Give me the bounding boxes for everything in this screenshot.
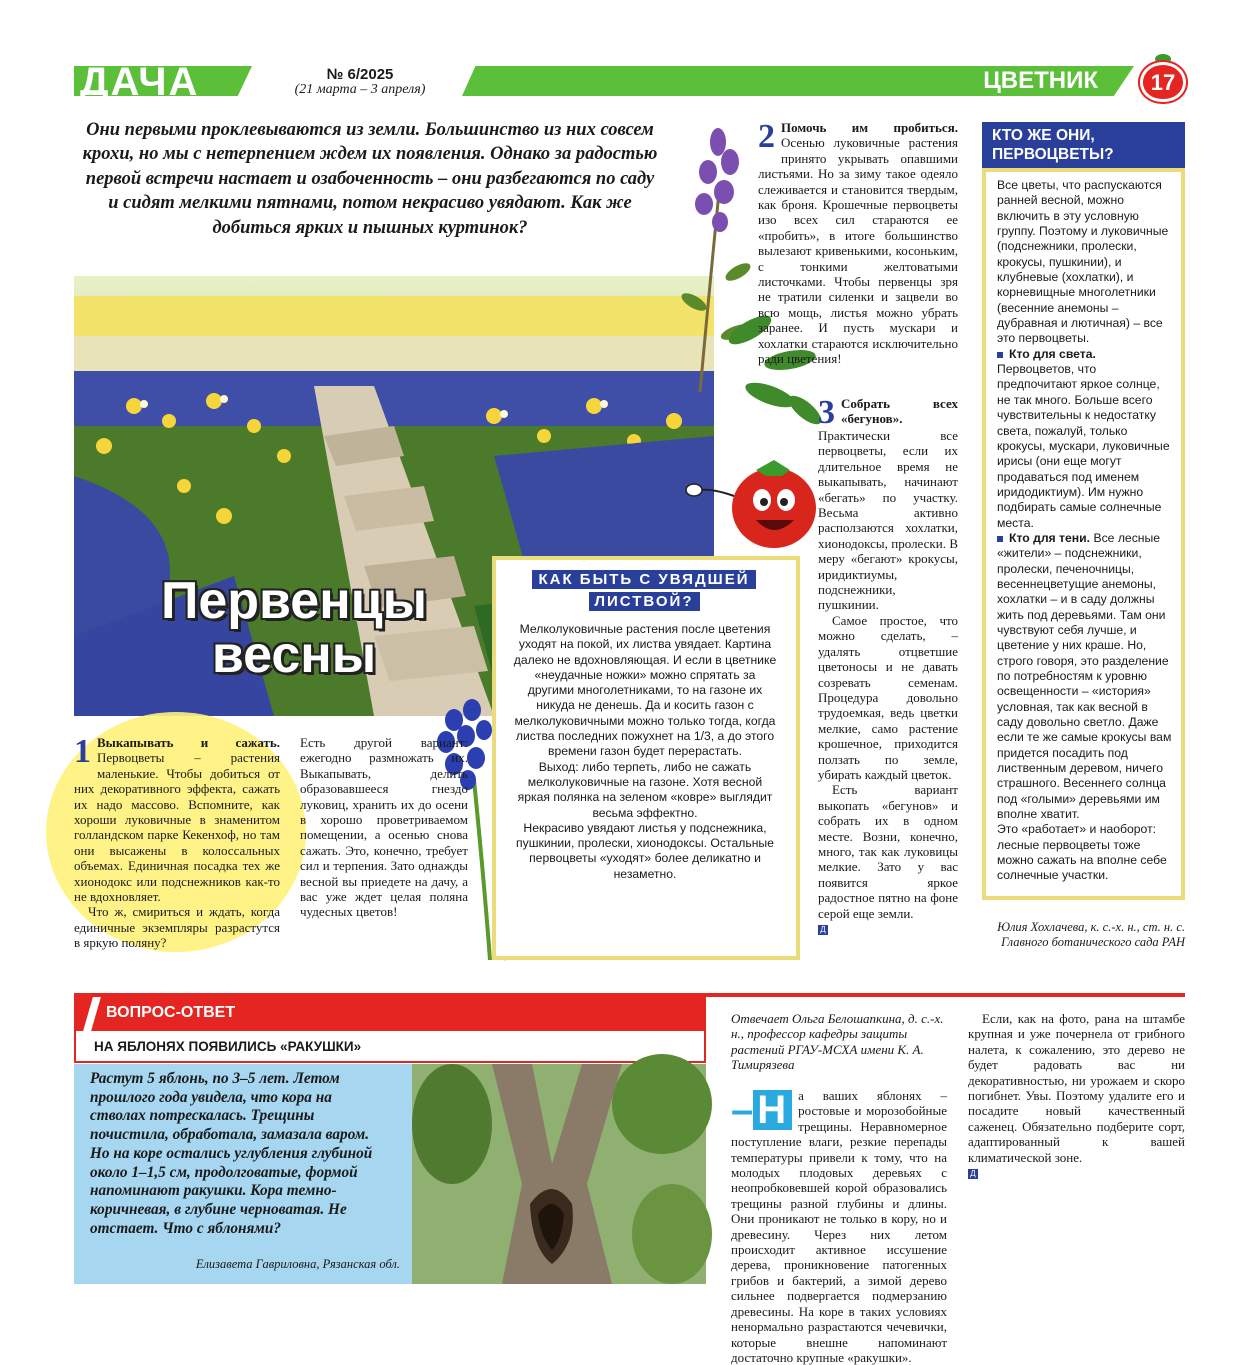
bullet-square-icon <box>997 536 1003 542</box>
article-lead: Они первыми проклевываются из земли. Большинство из них совсем крохи, но мы с нетерпением ждем их появления. Однако за радостью первой встречи настает и озабоченность – они разбегаются по саду и сидят мелкими пятнами, потом некрасиво увядают. Как же добиться ярких и пышных куртинок? <box>82 120 658 238</box>
answer-paragraph-1: а ваших яблонях – ростовые и морозобойные трещины. Неравномерное поступление влаги, резкие перепады температуры привели к тому, что на молодых плодовых деревьях с неопробковевшей корой образовались трещины разной глубины и длины. Они проникают не только в кору, но и древесину. Через них летом происходит активное иссушение дерева, проникновение патогенных грибов и бактерий, а зимой дерево сильнее подвергается подмерзанию древесины. На коре в таких условиях ненормально разрастаются чечевички, которые внешне напоминают достаточно крупные «ракушки». <box>731 1088 947 1365</box>
sidebar-light-text: Первоцветов, что предпочитают яркое солнце, не так много. Больше всего чувствительны к недостатку света, пожалуй, только крокусы, мускари, луковичные ирисы (они еще могут продаваться под именем иридодиктиум). Им нужно подбирать самые солнечные места. <box>997 362 1170 530</box>
qa-tag: ВОПРОС-ОТВЕТ <box>106 1004 236 1021</box>
page-number: 17 <box>1140 62 1186 102</box>
answer-author: Отвечает Ольга Белошапкина, д. с.-х. н., профессор кафедры защиты растений РГАУ-МСХА имени К. А. Тимирязева <box>731 1011 944 1073</box>
tree-trunk-illustration <box>412 1064 706 1284</box>
headline-line-1: Первенцы <box>160 572 428 630</box>
sidebar-text <box>997 178 1173 884</box>
step-1-text: Первоцветы – растения маленькие. Чтобы добиться от них декоративного эффекта, сажать их надо массово. Вспомните, как хороши луковичные в знаменитом голландском парке Кекенхоф, но там они высажены в колоссальных объемах. Единичная посадка тех же хионодокс или подснежников как-то не вдохновляет. <box>74 750 280 905</box>
reader-question: Растут 5 яблонь, по 3–5 лет. Летом прошлого года увидела, что кора на стволах потрескалась. Трещины почистила, обработала, замазала варом. Но на коре остались углубления глубиной около 1–1,5 см, продолговатые, формой напоминают ракушки. Кора темно-коричневая, в глубине черноватая. Не отстает. Что с яблонями? <box>90 1070 373 1237</box>
answer-paragraph-2: Если, как на фото, рана на штамбе крупная и уже почернела от грибного налета, к сожалению, это дерево не будет радовать вас ни декоративностью, ни урожаем и скоро погибнет. Увы. Поэтому удалите его и посадите новый качественный саженец. Обязательно подберите сорт, адаптированный к вашей климатической зоне. <box>968 1011 1185 1165</box>
column-2 <box>300 735 468 920</box>
answer-column-2 <box>968 1011 1185 1180</box>
headline-line-2: весны <box>211 626 377 684</box>
step-3-column-top <box>818 394 958 431</box>
inset-paragraph-3: Некрасиво увядают листья у подснежника, пушкинии, пролески, хионодоксы. Остальные первоцветы «уходят» более деликатно и незаметно. <box>516 820 774 881</box>
step-3-number: 3 <box>818 394 835 431</box>
answer-dropcap: Н <box>753 1090 792 1130</box>
issue-dates: (21 марта – 3 апреля) <box>294 82 426 97</box>
tomato-mascot-illustration <box>686 456 822 556</box>
article-headline <box>104 574 484 682</box>
step-3-title: Собрать всех «бегунов». <box>841 396 958 427</box>
issue-number: № 6/2025 <box>326 66 394 83</box>
step-1-text-2: Что ж, смириться и ждать, когда единичные экземпляры разрастутся в яркую поляну? <box>74 904 280 951</box>
sidebar-title-line-2: ПЕРВОЦВЕТЫ? <box>992 146 1114 163</box>
step-2-number: 2 <box>758 118 775 155</box>
sidebar-shade-text: Все лесные «жители» – подснежники, пролески, печеночницы, весеннецветущие анемоны, хохлатки – и в саду должны жить под деревьями. Там они чувствуют себя лучше, и цветение у них краше. Но, строго говоря, это разделение по потребностям к уровню освещенности – «история» условная, так как весной в саду довольно светло. Даже если те же самые крокусы вам придется посадить под лиственным деревом, ничего страшного. Весеннего солнца под «голыми» деревьями им вполне хватит. <box>997 530 1172 822</box>
sidebar-shade-text-2: Это «работает» и наоборот: лесные первоцветы тоже можно сажать на вполне себе солнечные участки. <box>997 822 1167 883</box>
sidebar-shade-title: Кто для тени. <box>1009 530 1091 545</box>
inset-title-line-2: ЛИСТВОЙ? <box>589 592 700 611</box>
magazine-title: ДАЧА <box>80 60 200 104</box>
step-1-number: 1 <box>74 733 91 770</box>
inset-text <box>510 622 780 882</box>
step-3-text-3: Есть вариант выкопать «бегунов» и собрать их в одном месте. Возни, конечно, много, так как луковицы мелкие. Зато у вас появится яркое радостное пятно на фоне серой еще земли. <box>818 782 958 921</box>
step-3-column <box>818 428 958 936</box>
end-mark-icon: Д <box>818 925 828 935</box>
inset-title-line-1: КАК БЫТЬ С УВЯДШЕЙ <box>532 570 755 589</box>
bullet-square-icon <box>997 352 1003 358</box>
section-title: ЦВЕТНИК <box>983 67 1098 94</box>
step-1-column <box>74 735 280 951</box>
tree-bark-photo <box>412 1064 706 1284</box>
step-2-column <box>758 120 958 367</box>
inset-paragraph-2: Выход: либо терпеть, либо не сажать мелколуковичные на газоне. Хотя весной яркая полянка на зеленом «ковре» выглядит весьма эффектно. <box>517 759 773 820</box>
step-3-text-2: Самое простое, что можно сделать, – удалять отцветшие цветоносы и не давать созревать семенам. Процедура довольно трудоемкая, ведь цветки мелкие, само растение крошечное, приходится ползать по земле, убирать каждый цветок. <box>818 612 958 782</box>
sidebar-title <box>982 122 1185 168</box>
column-2-text: Есть другой вариант: ежегодно размножать их. Выкапывать, делить образовавшееся гнездо луковиц, хранить их до осени в хорошо проветриваемом помещении, а осенью снова сажать. Это, конечно, требует сил и терпения. Зато однажды весной вы приедете на дачу, а вас уже ждет целая поляна чудесных цветов! <box>300 735 468 920</box>
inset-title <box>510 569 778 613</box>
sidebar-intro: Все цветы, что распускаются ранней весной, можно включить в эту условную группу. Поэтому и луковичные (подснежники, пролески, крокусы, пушкинии), и клубневые (хохлатки), и корневищные многолетники (весенние анемоны – дубравная и лютичная) – все это первоцветы. <box>997 178 1169 346</box>
step-2-text: Осенью луковичные растения принято укрывать опавшими листьями. Но за зиму такое одеяло слеживается и становится твердым, как броня. Крошечные первоцветы изо всех сил стараются ее «пробить», в итоге большинство вылезают кривенькими, косоньким, с тонкими желтоватыми листочками. Чтобы первенцы зря не тратили силенки и зацвели во всю мощь, листья можно убрать заранее. И пусть мускари и хохлатки стараются исключительно ради цветения! <box>758 135 958 367</box>
sidebar-light-title: Кто для света. <box>1009 346 1096 361</box>
sidebar-title-line-1: КТО ЖЕ ОНИ, <box>992 127 1095 144</box>
inset-paragraph-1: Мелколуковичные растения после цветения уходят на покой, их листва увядает. Картина далеко не вдохновляющая. И если в цветнике «неудачные ножки» можно спрятать за другими многолетниками, то на газоне их никуда не денешь. Да и косить газон с мелколуковичными можно только тогда, когда листва последних пожухнет на 1/3, а до этого времени газон будет перерастать. <box>513 622 777 759</box>
answer-column-1 <box>731 1088 947 1365</box>
step-2-title: Помочь им пробиться. <box>781 120 958 135</box>
step-3-text: Практически все первоцветы, если их длительное время не выкапывать, начинают «бегать» по участку. Весьма активно расползаются хохлатки, хионодоксы, пролески. В меру «бегают» крокусы, иридиктиумы, подснежники, пушкинии. <box>818 428 958 613</box>
dropcap-dash: – <box>731 1088 754 1132</box>
question-author: Елизавета Гавриловна, Рязанская обл. <box>195 1257 400 1271</box>
qa-subtitle: НА ЯБЛОНЯХ ПОЯВИЛИСЬ «РАКУШКИ» <box>94 1039 362 1054</box>
end-mark-icon: Д <box>968 1169 978 1179</box>
article-author: Юлия Хохлачева, к. с.-х. н., ст. н. с. Главного ботанического сада РАН <box>997 920 1185 950</box>
step-1-title: Выкапывать и сажать. <box>97 735 280 750</box>
